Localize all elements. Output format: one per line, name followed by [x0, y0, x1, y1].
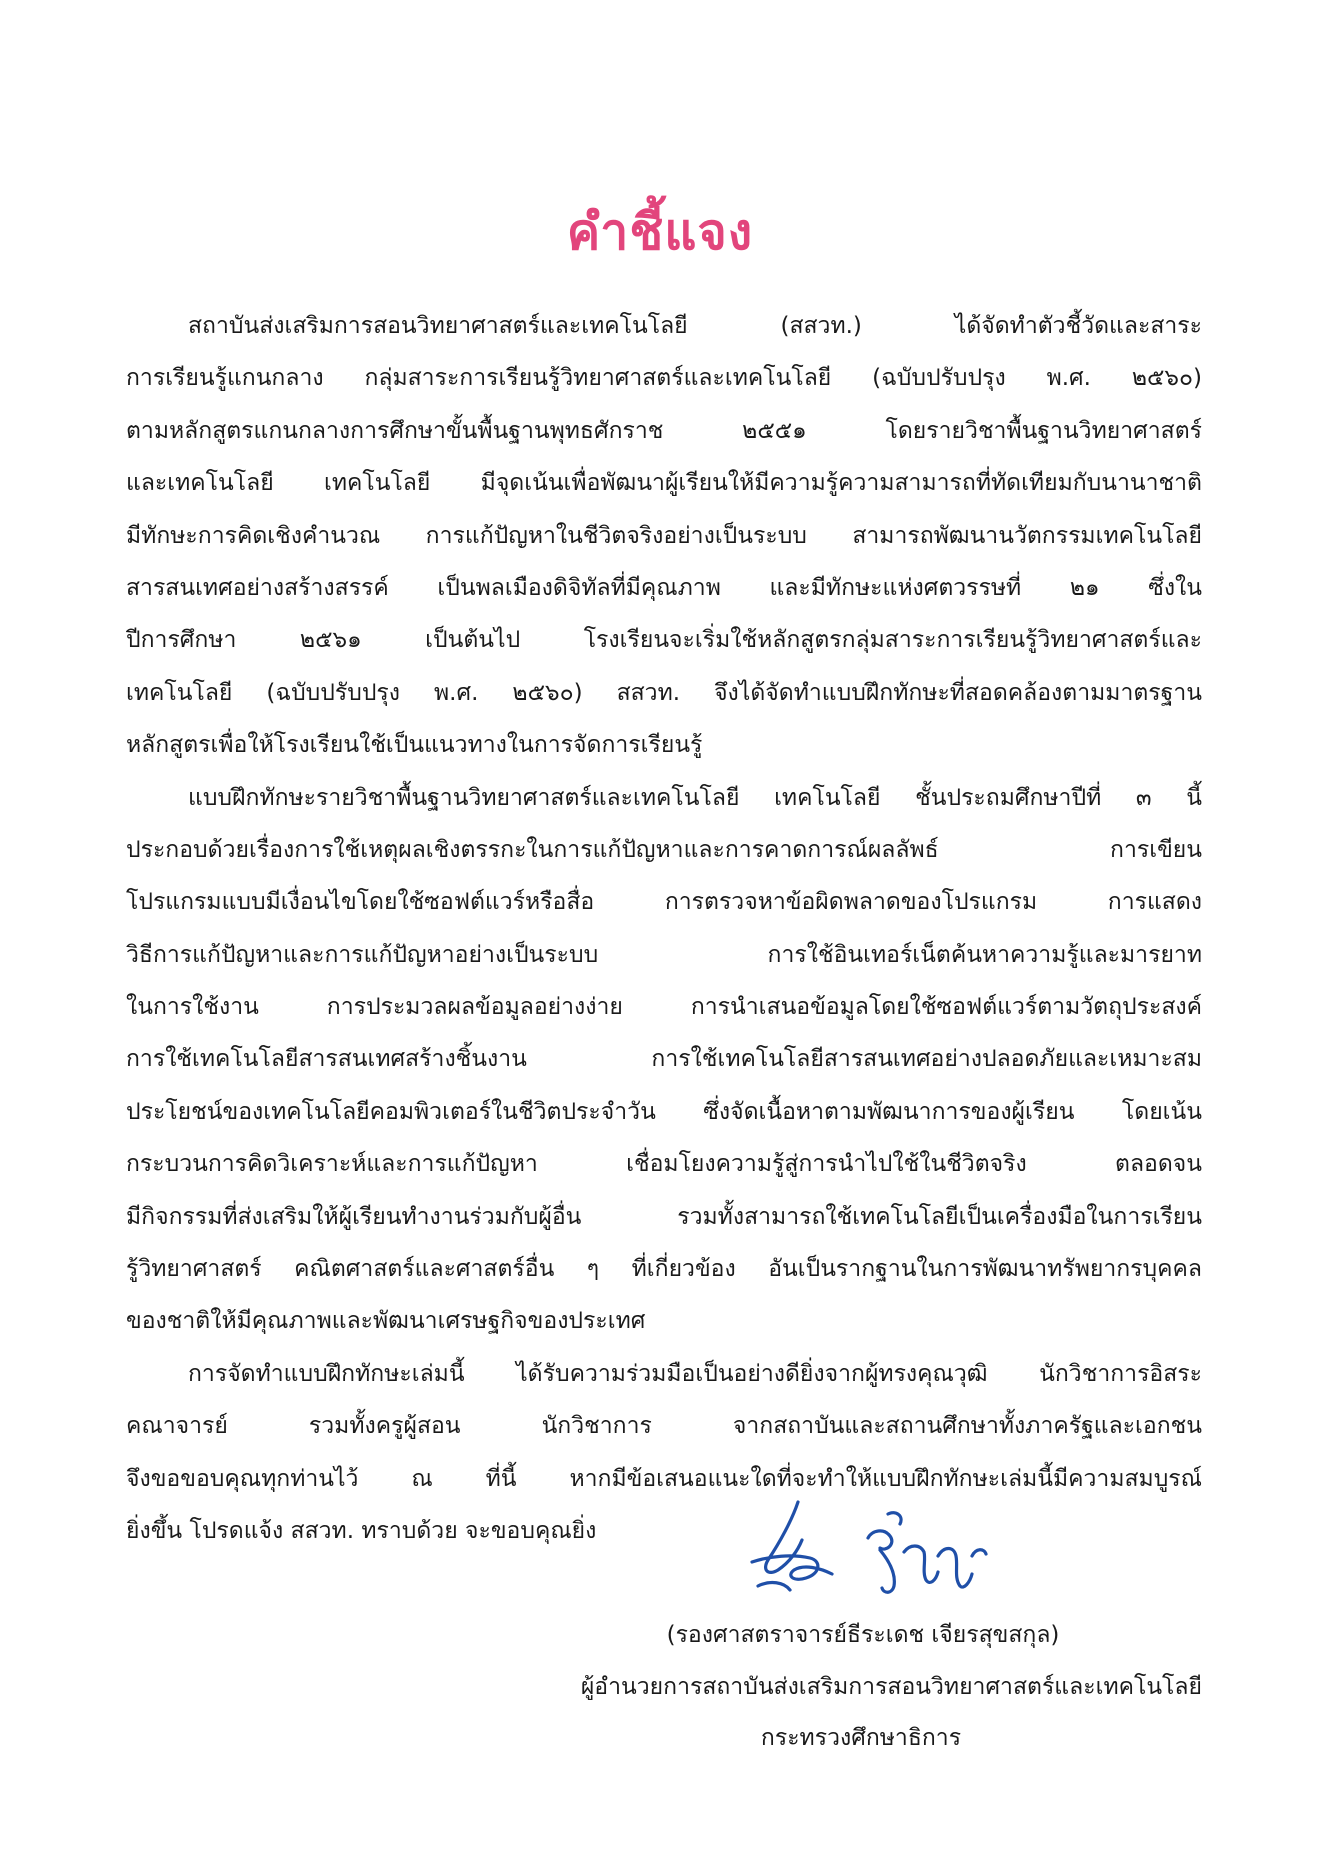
paragraph-line: ยิ่งขึ้น โปรดแจ้ง สสวท. ทราบด้วย จะขอบคุณยิ่ง — [126, 1517, 597, 1544]
paragraph-line: และเทคโนโลยี เทคโนโลยี มีจุดเน้นเพื่อพัฒนาผู้เรียนให้มีความรู้ความสามารถที่ทัดเทียมกับนานาชาติ — [126, 470, 1202, 497]
page-title: คำชี้แจง — [566, 203, 754, 261]
paragraph-line: แบบฝึกทักษะรายวิชาพื้นฐานวิทยาศาสตร์และเทคโนโลยี เทคโนโลยี ชั้นประถมศึกษาปีที่ ๓ นี้ — [188, 784, 1202, 811]
paragraph-line: หลักสูตรเพื่อให้โรงเรียนใช้เป็นแนวทางในการจัดการเรียนรู้ — [126, 732, 703, 759]
paragraph-line: เทคโนโลยี (ฉบับปรับปรุง พ.ศ. ๒๕๖๐) สสวท. จึงได้จัดทำแบบฝึกทักษะที่สอดคล้องตามมาตรฐาน — [126, 679, 1202, 706]
signatory-organization: กระทรวงศึกษาธิการ — [760, 1725, 962, 1751]
paragraph-line: ประโยชน์ของเทคโนโลยีคอมพิวเตอร์ในชีวิตประจำวัน ซึ่งจัดเนื้อหาตามพัฒนาการของผู้เรียน โดยเน้น — [126, 1098, 1202, 1125]
paragraph-line: วิธีการแก้ปัญหาและการแก้ปัญหาอย่างเป็นระบบ การใช้อินเทอร์เน็ตค้นหาความรู้และมารยาท — [126, 941, 1202, 968]
paragraph-line: การจัดทำแบบฝึกทักษะเล่มนี้ ได้รับความร่วมมือเป็นอย่างดียิ่งจากผู้ทรงคุณวุฒิ นักวิชาการอิสระ — [188, 1360, 1202, 1387]
paragraph-1 — [126, 300, 1202, 772]
paragraph-line: รู้วิทยาศาสตร์ คณิตศาสตร์และศาสตร์อื่น ๆ ที่เกี่ยวข้อง อันเป็นรากฐานในการพัฒนาทรัพยากรบุคคล — [126, 1256, 1202, 1283]
handwritten-signature — [740, 1490, 990, 1605]
paragraph-line: ตามหลักสูตรแกนกลางการศึกษาขั้นพื้นฐานพุทธศักราช ๒๕๕๑ โดยรายวิชาพื้นฐานวิทยาศาสตร์ — [126, 417, 1202, 444]
paragraph-line: ในการใช้งาน การประมวลผลข้อมูลอย่างง่าย การนำเสนอข้อมูลโดยใช้ซอฟต์แวร์ตามวัตถุประสงค์ — [126, 994, 1202, 1021]
signatory-position: ผู้อำนวยการสถาบันส่งเสริมการสอนวิทยาศาสตร์และเทคโนโลยี — [580, 1674, 1202, 1700]
paragraph-line: การใช้เทคโนโลยีสารสนเทศสร้างชิ้นงาน การใช้เทคโนโลยีสารสนเทศอย่างปลอดภัยและเหมาะสม — [126, 1046, 1202, 1073]
signatory-name: (รองศาสตราจารย์ธีระเดช เจียรสุขสกุล) — [666, 1622, 1060, 1648]
paragraph-line: คณาจารย์ รวมทั้งครูผู้สอน นักวิชาการ จากสถาบันและสถานศึกษาทั้งภาครัฐและเอกชน — [126, 1413, 1202, 1440]
paragraph-line: มีกิจกรรมที่ส่งเสริมให้ผู้เรียนทำงานร่วมกับผู้อื่น รวมทั้งสามารถใช้เทคโนโลยีเป็นเครื่องมือในการเรียน — [126, 1203, 1202, 1230]
paragraph-line: สารสนเทศอย่างสร้างสรรค์ เป็นพลเมืองดิจิทัลที่มีคุณภาพ และมีทักษะแห่งศตวรรษที่ ๒๑ ซึ่งใน — [126, 574, 1202, 601]
paragraph-3 — [126, 1348, 1202, 1558]
paragraph-line: ของชาติให้มีคุณภาพและพัฒนาเศรษฐกิจของประเทศ — [126, 1308, 646, 1335]
paragraph-line: สถาบันส่งเสริมการสอนวิทยาศาสตร์และเทคโนโลยี (สสวท.) ได้จัดทำตัวชี้วัดและสาระ — [188, 313, 1202, 339]
paragraph-2 — [126, 772, 1202, 1348]
paragraph-line: ประกอบด้วยเรื่องการใช้เหตุผลเชิงตรรกะในการแก้ปัญหาและการคาดการณ์ผลลัพธ์ การเขียน — [126, 836, 1202, 863]
paragraph-line: การเรียนรู้แกนกลาง กลุ่มสาระการเรียนรู้วิทยาศาสตร์และเทคโนโลยี (ฉบับปรับปรุง พ.ศ. ๒๕๖๐) — [126, 365, 1202, 392]
paragraph-line: จึงขอขอบคุณทุกท่านไว้ ณ ที่นี้ หากมีข้อเสนอแนะใดที่จะทำให้แบบฝึกทักษะเล่มนี้มีความสมบูรณ์ — [126, 1465, 1202, 1492]
paragraph-line: กระบวนการคิดวิเคราะห์และการแก้ปัญหา เชื่อมโยงความรู้สู่การนำไปใช้ในชีวิตจริง ตลอดจน — [126, 1151, 1202, 1178]
document-body — [126, 300, 1202, 1557]
paragraph-line: มีทักษะการคิดเชิงคำนวณ การแก้ปัญหาในชีวิตจริงอย่างเป็นระบบ สามารถพัฒนานวัตกรรมเทคโนโลยี — [126, 522, 1202, 549]
paragraph-line: ปีการศึกษา ๒๕๖๑ เป็นต้นไป โรงเรียนจะเริ่มใช้หลักสูตรกลุ่มสาระการเรียนรู้วิทยาศาสตร์และ — [126, 627, 1202, 654]
paragraph-line: โปรแกรมแบบมีเงื่อนไขโดยใช้ซอฟต์แวร์หรือสื่อ การตรวจหาข้อผิดพลาดของโปรแกรม การแสดง — [126, 889, 1202, 916]
